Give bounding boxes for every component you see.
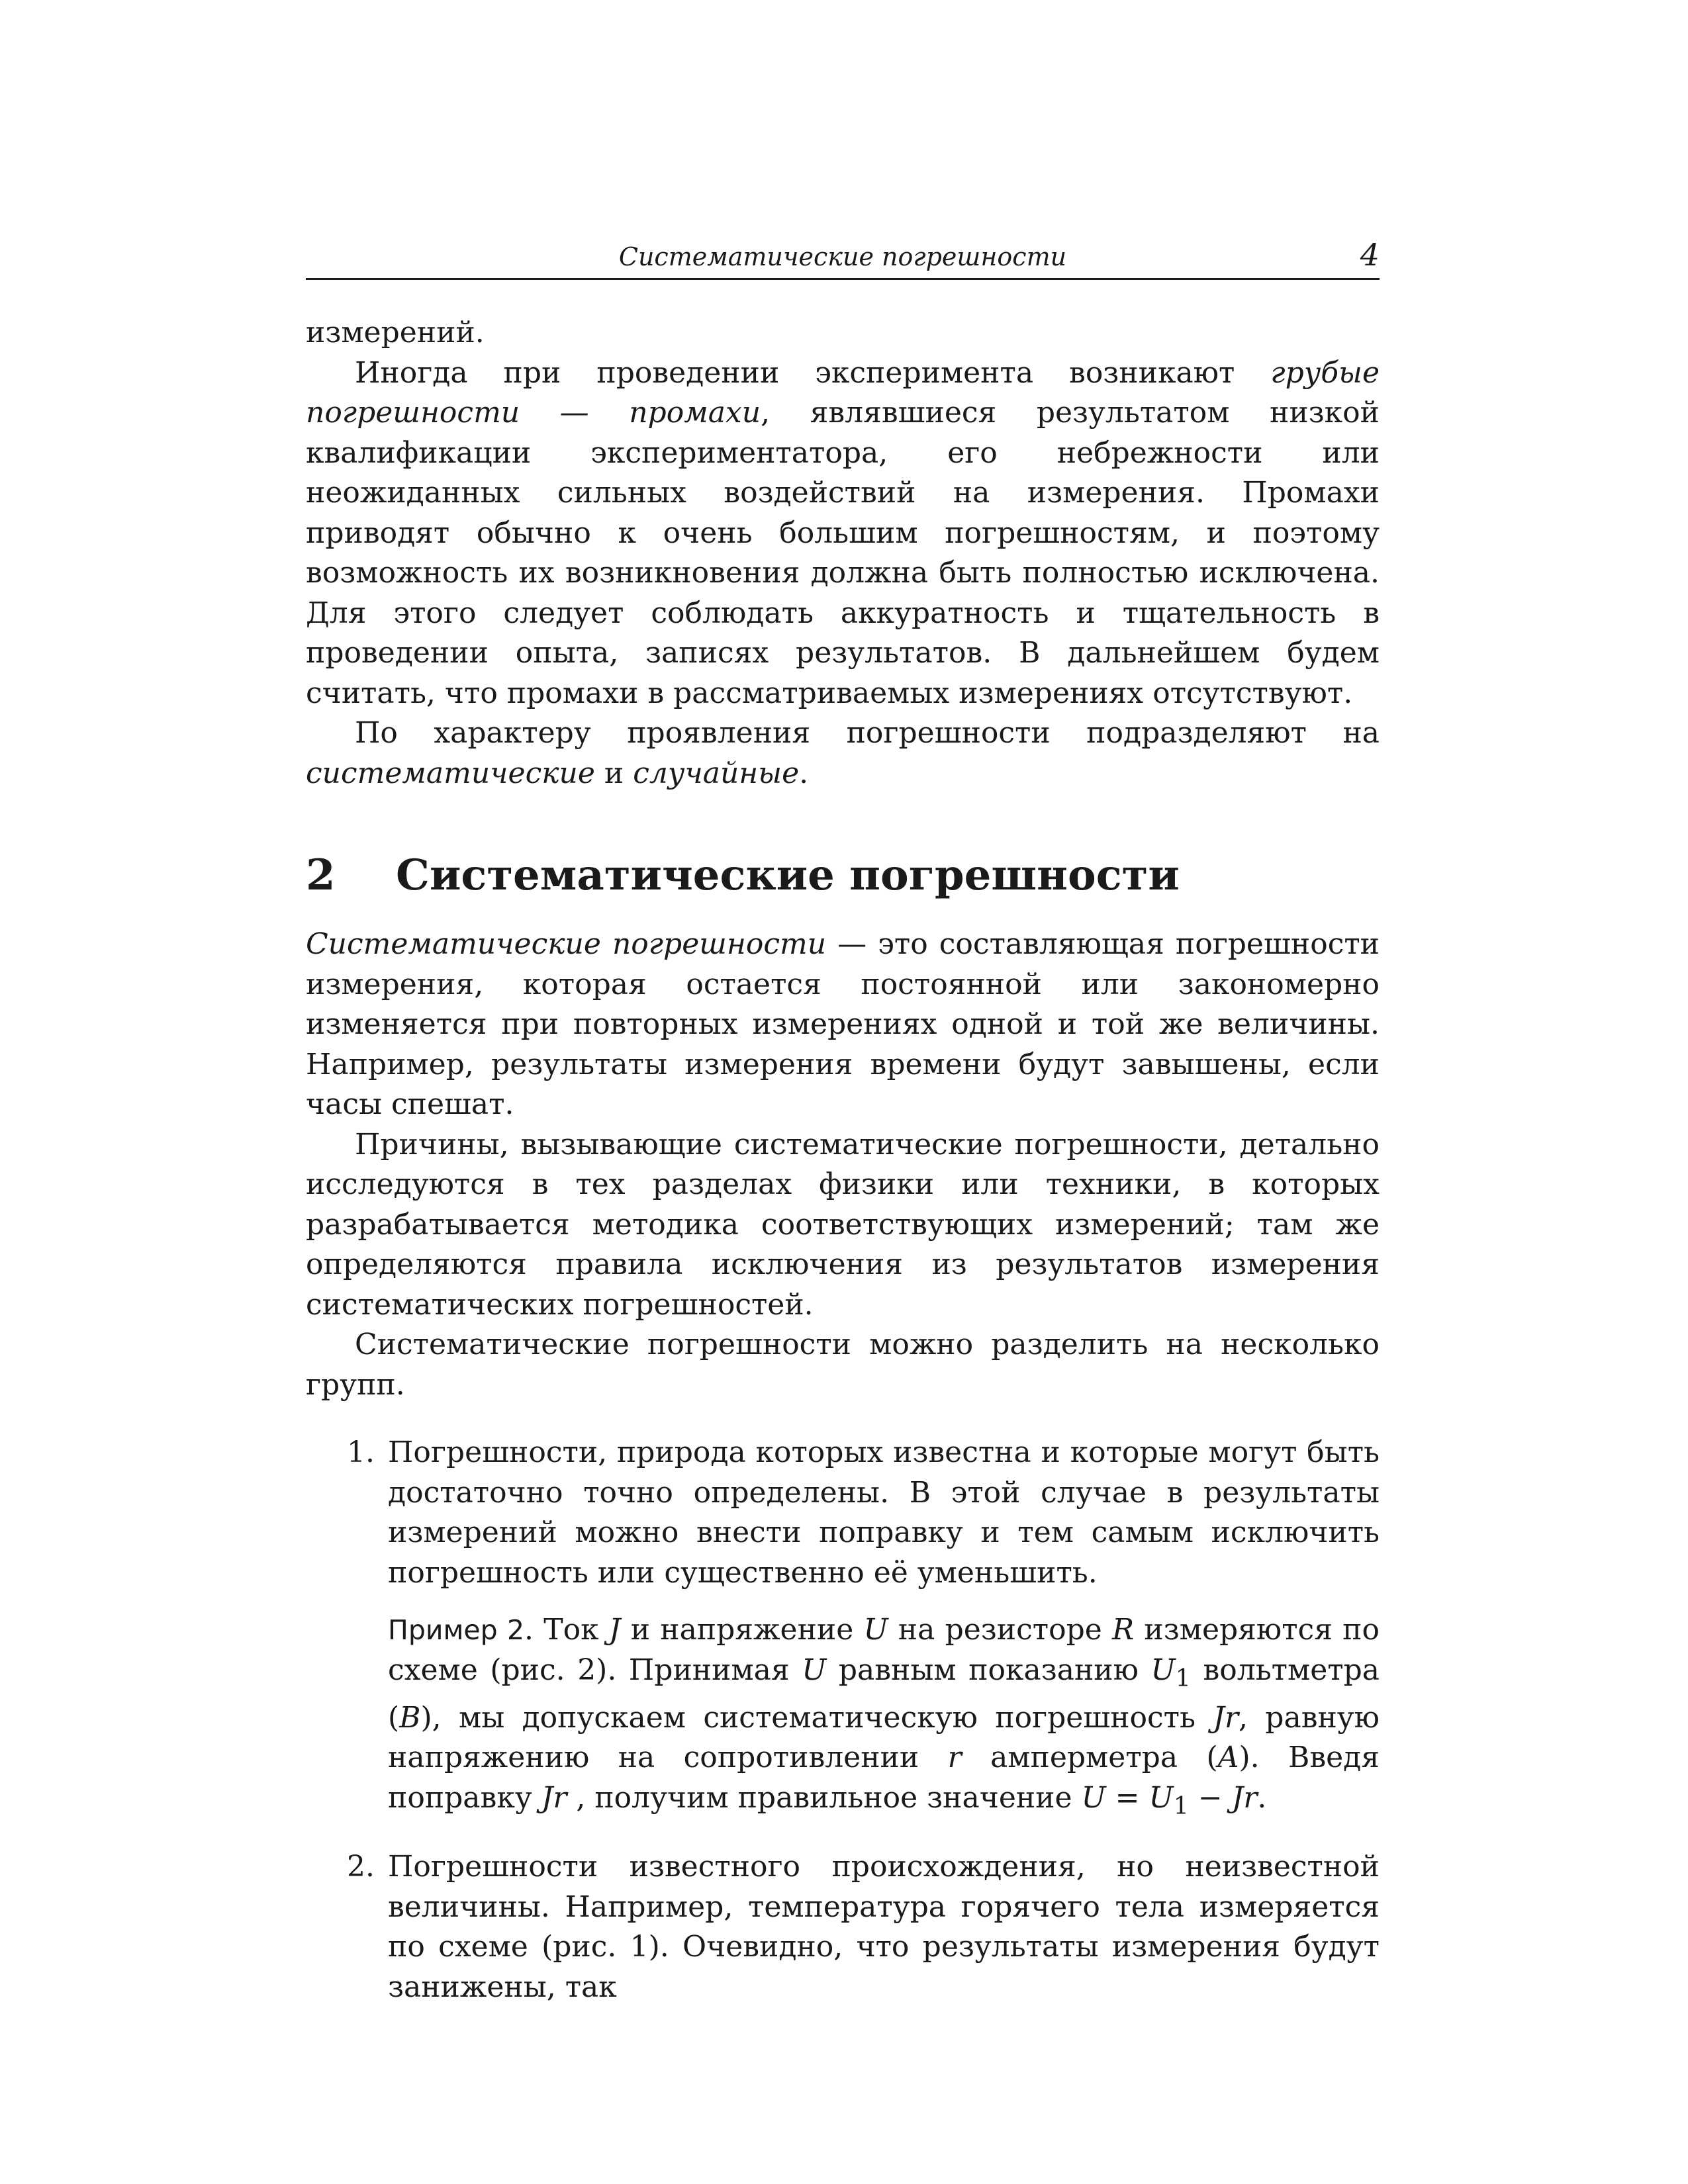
list-item-text: Погрешности известного происхождения, но неизвестной величины. Например, температура горячего тела измеряется по схеме (рис. 1). Очевидно, что результаты измерения будут занижены, так — [388, 1850, 1380, 2004]
text-run: и напряжение — [620, 1613, 864, 1647]
math-var: A — [1217, 1741, 1239, 1775]
paragraph-continuation: измерений. — [306, 316, 485, 349]
term-systematic-errors: Систематические погрешности — [306, 927, 827, 961]
page-number: 4 — [1360, 237, 1380, 273]
text-run: . — [799, 756, 809, 790]
math-var: Jr — [541, 1780, 567, 1815]
formula-op: − — [1188, 1780, 1232, 1815]
text-run: Иногда при проведении эксперимента возникают — [355, 355, 1271, 390]
text-run: , получим правильное значение — [567, 1780, 1082, 1815]
paragraph-definition — [306, 925, 1380, 1125]
term-systematic: систематические — [306, 756, 595, 790]
text-run: на резисторе — [888, 1613, 1113, 1647]
section-number: 2 — [306, 850, 336, 900]
math-var: r — [947, 1741, 962, 1775]
running-title: Систематические погрешности — [618, 242, 1067, 271]
text-run: — это составляющая погрешности измерения, которая остается постоянной или закономерно изменяется при повторных измерениях одной и той же величины. Например, результаты измерения времени будут завышены, если часы спешат. — [306, 927, 1380, 1121]
paragraph-blunders — [306, 353, 1380, 714]
example-label: Пример 2 — [388, 1614, 525, 1646]
text-run: По характеру проявления погрешности подразделяют на — [355, 716, 1380, 750]
math-var: U — [863, 1613, 888, 1647]
section-title: Систематические погрешности — [396, 850, 1180, 900]
body-text — [306, 313, 1380, 2007]
page — [306, 232, 1380, 2028]
text-run: вольтметра ( — [388, 1653, 1380, 1735]
text-run: . — [1257, 1780, 1267, 1815]
paragraph-classification — [306, 713, 1380, 794]
formula-var: U — [1149, 1780, 1174, 1815]
text-run: амперметра ( — [961, 1741, 1218, 1775]
math-subscript: 1 — [1175, 1663, 1191, 1692]
list-item-number: 2. — [347, 1850, 375, 1884]
formula-subscript: 1 — [1173, 1791, 1189, 1820]
example-block — [388, 1610, 1380, 1826]
formula-var: U — [1081, 1780, 1106, 1815]
text-run: ), мы допускаем систематическую погрешность — [420, 1700, 1213, 1735]
text-run: равным показанию — [826, 1653, 1151, 1687]
text-run: и — [594, 756, 633, 790]
math-var: B — [399, 1700, 421, 1735]
math-var: U — [1150, 1653, 1176, 1687]
paragraph-causes: Причины, вызывающие систематические погрешности, детально исследуются в тех разделах физики или техники, в которых разрабатывается методика соответствующих измерений; там же определяются правила исключения из результатов измерения систематических погрешностей. — [306, 1127, 1380, 1322]
list-item-text: Погрешности, природа которых известна и которые могут быть достаточно точно определены. В этой случае в результаты измерений можно внести поправку и тем самым исключить погрешность или существенно её уменьшить. — [388, 1435, 1380, 1590]
formula-var: Jr — [1231, 1780, 1258, 1815]
text-run: ). Введя поправку — [388, 1741, 1380, 1815]
text-run: измеряются по схеме (рис. 2). Принимая — [388, 1613, 1380, 1687]
text-run: , являвшиеся результатом низкой квалификации экспериментатора, его небрежности или неожиданных сильных воздействий на измерения. Промахи приводят обычно к очень большим погрешностям, и поэтому возможность их возникновения должна быть полностью исключена. Для этого следует соблюдать аккуратность и тщательность в проведении опыта, записях результатов. В дальнейшем будем считать, что промахи в рассматриваемых измерениях отсутствуют. — [306, 396, 1380, 710]
running-header — [306, 232, 1380, 280]
text-run: , равную напряжению на сопротивлении — [388, 1700, 1380, 1775]
paragraph-groups-intro: Систематические погрешности можно разделить на несколько групп. — [306, 1328, 1380, 1402]
groups-list — [306, 1433, 1380, 2007]
term-blunders: грубые погрешности — промахи — [306, 355, 1380, 430]
text-run: . Ток — [524, 1613, 609, 1647]
list-item — [306, 1433, 1380, 1826]
list-item — [306, 1847, 1380, 2007]
math-var: U — [802, 1653, 827, 1687]
formula-op: = — [1105, 1780, 1149, 1815]
math-var: R — [1112, 1613, 1135, 1647]
term-random: случайные — [633, 756, 800, 790]
section-heading — [306, 849, 1380, 902]
math-var: Jr — [1213, 1700, 1239, 1735]
math-var: J — [608, 1613, 621, 1647]
list-item-number: 1. — [347, 1435, 375, 1469]
